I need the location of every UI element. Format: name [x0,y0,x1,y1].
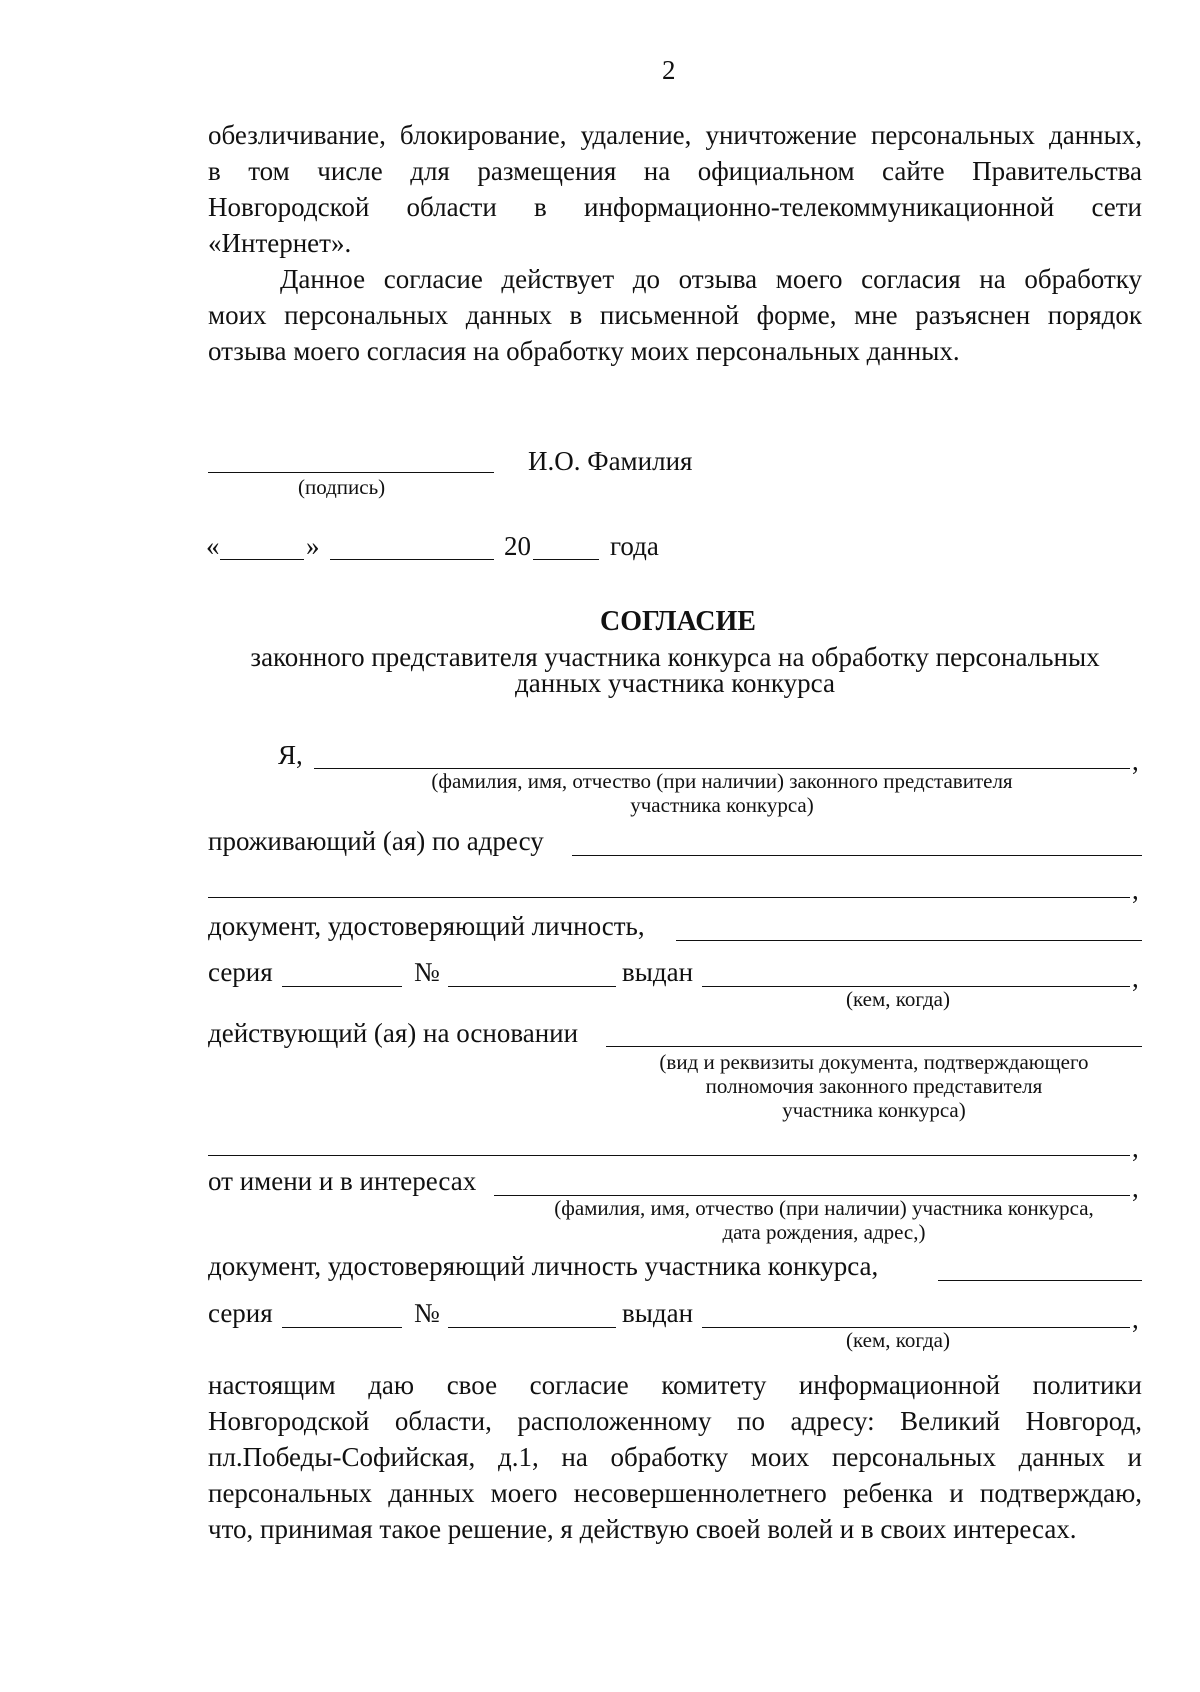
consent-subtitle-2: данных участника конкурса [515,668,835,698]
legal-rep-caption-2: участника конкурса) [630,793,814,817]
doc2-label: документ, удостоверяющий личность участника конкурса, [208,1251,879,1281]
behalf-comma: , [1132,1173,1139,1203]
series-label: серия [208,957,273,987]
series2-label: серия [208,1298,273,1328]
address-field-2[interactable] [208,897,1130,898]
acting-comma: , [1132,1133,1139,1163]
issued-label: выдан [622,957,694,987]
number2-field[interactable] [448,1327,616,1328]
issued2-comma: , [1132,1304,1139,1334]
series2-field[interactable] [282,1327,402,1328]
issued2-caption: (кем, когда) [846,1328,950,1352]
address-field-1[interactable] [572,855,1142,856]
behalf-caption-2: дата рождения, адрес,) [722,1220,926,1244]
doc-field[interactable] [676,940,1142,941]
validity-line-2: моих персональных данных в письменной форме, мне разъяснен порядок [208,300,1142,330]
series-field[interactable] [282,986,402,987]
issued-comma: , [1132,963,1139,993]
closing-line-1: настоящим даю свое согласие комитету информационной политики [208,1370,1142,1400]
acting-caption-1: (вид и реквизиты документа, подтверждающего [659,1050,1089,1074]
number-label: № [414,957,440,987]
acting-caption-2: полномочия законного представителя [705,1074,1043,1098]
behalf-caption-1: (фамилия, имя, отчество (при наличии) участника конкурса, [554,1196,1094,1220]
date-year-prefix: 20 [504,531,531,561]
signature-line[interactable] [208,472,494,473]
issued-caption: (кем, когда) [846,987,950,1011]
address-comma: , [1132,875,1139,905]
legal-rep-caption-1: (фамилия, имя, отчество (при наличии) законного представителя [431,769,1013,793]
date-day-line[interactable] [220,559,304,560]
validity-line-1: Данное согласие действует до отзыва моего согласия на обработку [280,264,1142,294]
behalf-label: от имени и в интересах [208,1166,477,1196]
doc2-field[interactable] [938,1280,1142,1281]
issued2-label: выдан [622,1298,694,1328]
closing-line-3: пл.Победы-Софийская, д.1, на обработку моих персональных данных и [208,1442,1142,1472]
closing-line-2: Новгородской области, расположенному по адресу: Великий Новгород, [208,1406,1142,1436]
consent-subtitle-1: законного представителя участника конкурса на обработку персональных [250,642,1100,672]
doc-label: документ, удостоверяющий личность, [208,911,645,941]
date-year-suffix: года [610,531,659,561]
closing-line-5: что, принимая такое решение, я действую своей волей и в своих интересах. [208,1514,1077,1544]
validity-line-3: отзыва моего согласия на обработку моих персональных данных. [208,336,960,366]
intro-line-2: в том числе для размещения на официальном сайте Правительства [208,156,1142,186]
intro-line-4: «Интернет». [208,228,352,258]
consent-title: СОГЛАСИЕ [600,606,756,637]
address-label: проживающий (ая) по адресу [208,826,544,856]
acting-caption-3: участника конкурса) [782,1098,966,1122]
i-comma: , [1132,746,1139,776]
i-label: Я, [278,740,303,770]
signer-name: И.О. Фамилия [528,446,693,476]
closing-line-4: персональных данных моего несовершеннолетнего ребенка и подтверждаю, [208,1478,1142,1508]
date-month-line[interactable] [330,559,494,560]
acting-field[interactable] [606,1046,1142,1047]
date-open-quote: « [206,531,220,561]
intro-line-3: Новгородской области в информационно-телекоммуникационной сети [208,192,1142,222]
acting-label: действующий (ая) на основании [208,1018,579,1048]
date-close-quote: » [306,531,320,561]
acting-field-2[interactable] [208,1155,1130,1156]
number-field[interactable] [448,986,616,987]
number2-label: № [414,1298,440,1328]
intro-line-1: обезличивание, блокирование, удаление, уничтожение персональных данных, [208,120,1142,150]
page-number: 2 [662,55,676,85]
date-year-line[interactable] [533,559,599,560]
signature-caption: (подпись) [298,475,386,499]
